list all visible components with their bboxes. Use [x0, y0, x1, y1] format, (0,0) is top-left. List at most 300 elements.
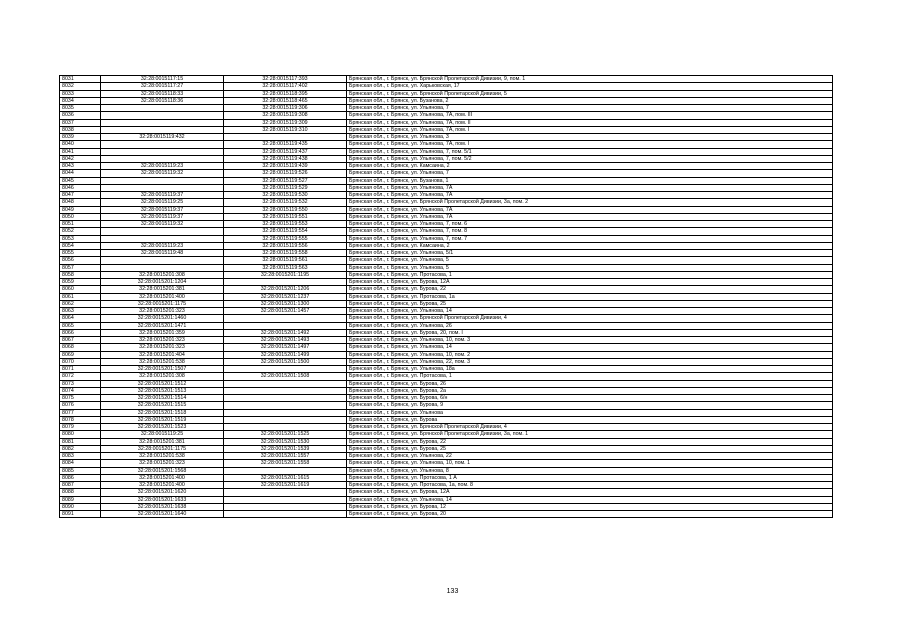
address-cell: Брянская обл., г. Брянск, ул. Бурова — [347, 416, 833, 423]
object-number-cell: 32:28:0015119:309 — [224, 119, 347, 126]
row-number-cell: 8074 — [60, 387, 101, 394]
cadastral-number-cell: 32:28:0015201:404 — [101, 351, 224, 358]
address-cell: Брянская обл., г. Брянск, ул. Ульянова, 10, пом. 1 — [347, 460, 833, 467]
table-row — [60, 192, 833, 199]
table-row — [60, 496, 833, 503]
table-row — [60, 474, 833, 481]
cadastral-number-cell: 32:28:0015201:359 — [101, 329, 224, 336]
cadastral-number-cell: 32:28:0015117:27 — [101, 83, 224, 90]
cadastral-number-cell: 32:28:0015201:1523 — [101, 424, 224, 431]
address-cell: Брянская обл., г. Брянск, ул. Ульянова, 7, пом. 5/2 — [347, 155, 833, 162]
object-number-cell: 32:28:0015119:308 — [224, 112, 347, 119]
address-cell: Брянская обл., г. Брянск, ул. Ульянова, 7, пом. 7 — [347, 235, 833, 242]
cadastral-number-cell: 32:28:0015201:1638 — [101, 503, 224, 510]
row-number-cell: 8089 — [60, 496, 101, 503]
address-cell: Брянская обл., г. Брянск, ул. Бурова, 26 — [347, 380, 833, 387]
table-row — [60, 221, 833, 228]
object-number-cell: 32:28:0015118:465 — [224, 97, 347, 104]
table-row — [60, 97, 833, 104]
object-number-cell — [224, 489, 347, 496]
row-number-cell: 8040 — [60, 141, 101, 148]
object-number-cell: 32:28:0015201:1557 — [224, 453, 347, 460]
table-row — [60, 373, 833, 380]
table-row — [60, 300, 833, 307]
object-number-cell: 32:28:0015119:550 — [224, 206, 347, 213]
address-cell: Брянская обл., г. Брянск, ул. Ульянова, 22 — [347, 453, 833, 460]
page-number: 133 — [446, 588, 459, 595]
object-number-cell: 32:28:0015201:1619 — [224, 482, 347, 489]
row-number-cell: 8043 — [60, 163, 101, 170]
address-cell: Брянская обл., г. Брянск, ул. Ульянова, 3 — [347, 134, 833, 141]
table-row — [60, 416, 833, 423]
object-number-cell: 32:28:0015119:554 — [224, 228, 347, 235]
registry-table — [59, 75, 833, 518]
cadastral-number-cell: 32:28:0015201:1568 — [101, 467, 224, 474]
address-cell: Брянская обл., г. Брянск, ул. Протасова, 1 А — [347, 474, 833, 481]
row-number-cell: 8064 — [60, 315, 101, 322]
cadastral-number-cell: 32:28:0015201:323 — [101, 308, 224, 315]
cadastral-number-cell: 32:28:0015201:1515 — [101, 402, 224, 409]
table-row — [60, 380, 833, 387]
address-cell: Брянская обл., г. Брянск, ул. Брянской Пролетарской Дивизии, 3а, пом. 1 — [347, 431, 833, 438]
table-row — [60, 482, 833, 489]
table-row — [60, 271, 833, 278]
object-number-cell — [224, 503, 347, 510]
cadastral-number-cell: 32:28:0015201:308 — [101, 271, 224, 278]
cadastral-number-cell — [101, 112, 224, 119]
table-row — [60, 235, 833, 242]
row-number-cell: 8078 — [60, 416, 101, 423]
object-number-cell: 32:28:0015201:1500 — [224, 358, 347, 365]
cadastral-number-cell: 32:28:0015201:1514 — [101, 395, 224, 402]
address-cell: Брянская обл., г. Брянск, ул. Бузанова, 1 — [347, 177, 833, 184]
cadastral-number-cell — [101, 119, 224, 126]
row-number-cell: 8034 — [60, 97, 101, 104]
object-number-cell: 32:28:0015201:1539 — [224, 445, 347, 452]
address-cell: Брянская обл., г. Брянск, ул. Ульянова, 7А — [347, 192, 833, 199]
table-row — [60, 387, 833, 394]
cadastral-number-cell: 32:28:0015201:1204 — [101, 279, 224, 286]
cadastral-number-cell — [101, 155, 224, 162]
object-number-cell: 32:28:0015119:437 — [224, 148, 347, 155]
row-number-cell: 8069 — [60, 351, 101, 358]
cadastral-number-cell: 32:28:0015119:25 — [101, 199, 224, 206]
object-number-cell — [224, 511, 347, 518]
address-cell: Брянская обл., г. Брянск, ул. Ульянова, 5 — [347, 257, 833, 264]
table-row — [60, 460, 833, 467]
table-row — [60, 511, 833, 518]
table-row — [60, 293, 833, 300]
address-cell: Брянская обл., г. Брянск, ул. Бурова, 22 — [347, 438, 833, 445]
address-cell: Брянская обл., г. Брянск, ул. Ульянова, 26 — [347, 322, 833, 329]
row-number-cell: 8080 — [60, 431, 101, 438]
cadastral-number-cell — [101, 228, 224, 235]
cadastral-number-cell: 32:28:0015119:432 — [101, 134, 224, 141]
table-row — [60, 163, 833, 170]
object-number-cell — [224, 496, 347, 503]
address-cell: Брянская обл., г. Брянск, ул. Бурова, 22 — [347, 286, 833, 293]
row-number-cell: 8086 — [60, 474, 101, 481]
address-cell: Брянская обл., г. Брянск, ул. Бурова, 25 — [347, 300, 833, 307]
address-cell: Брянская обл., г. Брянск, ул. Брянской Пролетарской Дивизии, 4 — [347, 315, 833, 322]
row-number-cell: 8076 — [60, 402, 101, 409]
address-cell: Брянская обл., г. Брянск, ул. Ульянова, 7А, пом. II — [347, 119, 833, 126]
row-number-cell: 8084 — [60, 460, 101, 467]
cadastral-number-cell: 32:28:0015119:23 — [101, 242, 224, 249]
address-cell: Брянская обл., г. Брянск, ул. Ульянова, 7, пом. 5/1 — [347, 148, 833, 155]
row-number-cell: 8056 — [60, 257, 101, 264]
cadastral-number-cell: 32:28:0015201:400 — [101, 474, 224, 481]
cadastral-number-cell: 32:28:0015201:381 — [101, 286, 224, 293]
table-row — [60, 329, 833, 336]
table-row — [60, 119, 833, 126]
table-row — [60, 438, 833, 445]
cadastral-number-cell: 32:28:0015201:308 — [101, 373, 224, 380]
cadastral-number-cell: 32:28:0015119:37 — [101, 206, 224, 213]
cadastral-number-cell — [101, 257, 224, 264]
cadastral-number-cell: 32:28:0015119:32 — [101, 170, 224, 177]
address-cell: Брянская обл., г. Брянск, ул. Бурова, 20, пом. I — [347, 329, 833, 336]
object-number-cell: 32:28:0015119:526 — [224, 170, 347, 177]
address-cell: Брянская обл., г. Брянск, ул. Протасова, 1а — [347, 293, 833, 300]
table-row — [60, 344, 833, 351]
address-cell: Брянская обл., г. Брянск, ул. Ульянова, 5 — [347, 264, 833, 271]
object-number-cell: 32:28:0015201:1497 — [224, 344, 347, 351]
row-number-cell: 8077 — [60, 409, 101, 416]
address-cell: Брянская обл., г. Брянск, ул. Ульянова, 14 — [347, 308, 833, 315]
object-number-cell — [224, 409, 347, 416]
object-number-cell: 32:28:0015201:1615 — [224, 474, 347, 481]
cadastral-number-cell: 32:28:0015201:323 — [101, 337, 224, 344]
row-number-cell: 8081 — [60, 438, 101, 445]
object-number-cell — [224, 416, 347, 423]
cadastral-number-cell: 32:28:0015119:37 — [101, 213, 224, 220]
address-cell: Брянская обл., г. Брянск, ул. Ульянова, 7, пом. 8 — [347, 228, 833, 235]
object-number-cell: 32:28:0015119:555 — [224, 235, 347, 242]
row-number-cell: 8053 — [60, 235, 101, 242]
row-number-cell: 8049 — [60, 206, 101, 213]
table-row — [60, 453, 833, 460]
table-row — [60, 409, 833, 416]
address-cell: Брянская обл., г. Брянск, ул. Харьковская, 17 — [347, 83, 833, 90]
table-row — [60, 337, 833, 344]
row-number-cell: 8067 — [60, 337, 101, 344]
object-number-cell: 32:28:0015119:527 — [224, 177, 347, 184]
table-row — [60, 315, 833, 322]
table-row — [60, 206, 833, 213]
address-cell: Брянская обл., г. Брянск, ул. Ульянова, 14 — [347, 496, 833, 503]
row-number-cell: 8032 — [60, 83, 101, 90]
table-row — [60, 105, 833, 112]
cadastral-number-cell: 32:28:0015201:1460 — [101, 315, 224, 322]
cadastral-number-cell: 32:28:0015201:323 — [101, 344, 224, 351]
table-row — [60, 257, 833, 264]
object-number-cell — [224, 134, 347, 141]
row-number-cell: 8082 — [60, 445, 101, 452]
object-number-cell — [224, 315, 347, 322]
table-row — [60, 366, 833, 373]
cadastral-number-cell: 32:28:0015119:32 — [101, 221, 224, 228]
object-number-cell: 32:28:0015201:1493 — [224, 337, 347, 344]
cadastral-number-cell: 32:28:0015119:48 — [101, 250, 224, 257]
address-cell: Брянская обл., г. Брянск, ул. Ульянова, 7А — [347, 206, 833, 213]
address-cell: Брянская обл., г. Брянск, ул. Ульянова, 10, пом. 3 — [347, 337, 833, 344]
cadastral-number-cell: 32:28:0015201:1519 — [101, 416, 224, 423]
row-number-cell: 8039 — [60, 134, 101, 141]
address-cell: Брянская обл., г. Брянск, ул. Протасова, 1 — [347, 373, 833, 380]
table-row — [60, 402, 833, 409]
address-cell: Брянская обл., г. Брянск, ул. Ульянова, 7 — [347, 170, 833, 177]
table-row — [60, 358, 833, 365]
cadastral-number-cell: 32:28:0015201:1175 — [101, 300, 224, 307]
table-row — [60, 242, 833, 249]
cadastral-number-cell: 32:28:0015201:1507 — [101, 366, 224, 373]
address-cell: Брянская обл., г. Брянск, ул. Камсаина, 2 — [347, 242, 833, 249]
table-row — [60, 279, 833, 286]
table-row — [60, 489, 833, 496]
object-number-cell: 32:28:0015201:1499 — [224, 351, 347, 358]
address-cell: Брянская обл., г. Брянск, ул. Ульянова, 22, пом. 3 — [347, 358, 833, 365]
row-number-cell: 8087 — [60, 482, 101, 489]
table-row — [60, 134, 833, 141]
row-number-cell: 8057 — [60, 264, 101, 271]
object-number-cell: 32:28:0015119:556 — [224, 242, 347, 249]
address-cell: Брянская обл., г. Брянск, ул. Бурова, 12 — [347, 503, 833, 510]
table-row — [60, 250, 833, 257]
table-row — [60, 90, 833, 97]
address-cell: Брянская обл., г. Брянск, ул. Ульянова, 7А — [347, 184, 833, 191]
object-number-cell: 32:28:0015201:1558 — [224, 460, 347, 467]
row-number-cell: 8031 — [60, 76, 101, 83]
row-number-cell: 8065 — [60, 322, 101, 329]
row-number-cell: 8052 — [60, 228, 101, 235]
object-number-cell — [224, 424, 347, 431]
table-row — [60, 199, 833, 206]
address-cell: Брянская обл., г. Брянск, ул. Ульянова, 7, пом. 6 — [347, 221, 833, 228]
object-number-cell — [224, 380, 347, 387]
row-number-cell: 8085 — [60, 467, 101, 474]
object-number-cell: 32:28:0015119:532 — [224, 199, 347, 206]
cadastral-number-cell: 32:28:0015201:400 — [101, 482, 224, 489]
address-cell: Брянская обл., г. Брянск, ул. Брянской Пролетарской Дивизии, 3а, пом. 2 — [347, 199, 833, 206]
object-number-cell: 32:28:0015201:1237 — [224, 293, 347, 300]
row-number-cell: 8033 — [60, 90, 101, 97]
cadastral-number-cell: 32:28:0015201:400 — [101, 293, 224, 300]
table-row — [60, 184, 833, 191]
row-number-cell: 8071 — [60, 366, 101, 373]
address-cell: Брянская обл., г. Брянск, ул. Ульянова, 7А — [347, 213, 833, 220]
table-row — [60, 170, 833, 177]
address-cell: Брянская обл., г. Брянск, ул. Брянской Пролетарской Дивизии, 5 — [347, 90, 833, 97]
object-number-cell: 32:28:0015117:402 — [224, 83, 347, 90]
row-number-cell: 8063 — [60, 308, 101, 315]
object-number-cell — [224, 467, 347, 474]
row-number-cell: 8083 — [60, 453, 101, 460]
row-number-cell: 8051 — [60, 221, 101, 228]
row-number-cell: 8047 — [60, 192, 101, 199]
row-number-cell: 8044 — [60, 170, 101, 177]
cadastral-number-cell — [101, 148, 224, 155]
address-cell: Брянская обл., г. Брянск, ул. Ульянова, 18а — [347, 366, 833, 373]
row-number-cell: 8059 — [60, 279, 101, 286]
cadastral-number-cell: 32:28:0015201:1633 — [101, 496, 224, 503]
object-number-cell: 32:28:0015119:563 — [224, 264, 347, 271]
row-number-cell: 8068 — [60, 344, 101, 351]
table-row — [60, 83, 833, 90]
table-row — [60, 395, 833, 402]
row-number-cell: 8075 — [60, 395, 101, 402]
table-row — [60, 467, 833, 474]
cadastral-number-cell — [101, 177, 224, 184]
object-number-cell: 32:28:0015201:1525 — [224, 431, 347, 438]
row-number-cell: 8079 — [60, 424, 101, 431]
object-number-cell: 32:28:0015119:529 — [224, 184, 347, 191]
object-number-cell: 32:28:0015119:551 — [224, 213, 347, 220]
address-cell: Брянская обл., г. Брянск, ул. Ульянова, 10, пом. 2 — [347, 351, 833, 358]
cadastral-number-cell: 32:28:0015201:1620 — [101, 489, 224, 496]
table-row — [60, 148, 833, 155]
cadastral-number-cell: 32:28:0015201:323 — [101, 460, 224, 467]
cadastral-number-cell: 32:28:0015201:1640 — [101, 511, 224, 518]
address-cell: Брянская обл., г. Брянск, ул. Брянской Пролетарской Дивизии, 9, пом. 1 — [347, 76, 833, 83]
table-row — [60, 264, 833, 271]
row-number-cell: 8060 — [60, 286, 101, 293]
row-number-cell: 8046 — [60, 184, 101, 191]
row-number-cell: 8041 — [60, 148, 101, 155]
table-row — [60, 445, 833, 452]
cadastral-number-cell: 32:28:0015201:538 — [101, 358, 224, 365]
object-number-cell — [224, 402, 347, 409]
table-row — [60, 228, 833, 235]
row-number-cell: 8036 — [60, 112, 101, 119]
object-number-cell: 32:28:0015119:553 — [224, 221, 347, 228]
table-row — [60, 112, 833, 119]
row-number-cell: 8058 — [60, 271, 101, 278]
object-number-cell — [224, 366, 347, 373]
row-number-cell: 8062 — [60, 300, 101, 307]
table-row — [60, 351, 833, 358]
object-number-cell: 32:28:0015201:1457 — [224, 308, 347, 315]
table-row — [60, 213, 833, 220]
table-row — [60, 155, 833, 162]
object-number-cell: 32:28:0015201:1492 — [224, 329, 347, 336]
object-number-cell: 32:28:0015201:1508 — [224, 373, 347, 380]
object-number-cell: 32:28:0015119:438 — [224, 155, 347, 162]
cadastral-number-cell: 32:28:0015201:1175 — [101, 445, 224, 452]
cadastral-number-cell: 32:28:0015117:15 — [101, 76, 224, 83]
address-cell: Брянская обл., г. Брянск, ул. Протасова, 1 — [347, 271, 833, 278]
cadastral-number-cell — [101, 141, 224, 148]
object-number-cell: 32:28:0015119:306 — [224, 105, 347, 112]
row-number-cell: 8042 — [60, 155, 101, 162]
address-cell: Брянская обл., г. Брянск, ул. Бурова, 12А — [347, 489, 833, 496]
cadastral-number-cell: 32:28:0015119:23 — [101, 163, 224, 170]
row-number-cell: 8073 — [60, 380, 101, 387]
address-cell: Брянская обл., г. Брянск, ул. Бурова, 12А — [347, 279, 833, 286]
cadastral-number-cell: 32:28:0015201:381 — [101, 438, 224, 445]
address-cell: Брянская обл., г. Брянск, ул. Бузанова, 2 — [347, 97, 833, 104]
row-number-cell: 8037 — [60, 119, 101, 126]
cadastral-number-cell: 32:28:0015201:1471 — [101, 322, 224, 329]
row-number-cell: 8061 — [60, 293, 101, 300]
address-cell: Брянская обл., г. Брянск, ул. Протасова, 1а, пом. 8 — [347, 482, 833, 489]
table-row — [60, 126, 833, 133]
table-row — [60, 503, 833, 510]
row-number-cell: 8054 — [60, 242, 101, 249]
object-number-cell: 32:28:0015119:439 — [224, 163, 347, 170]
object-number-cell — [224, 279, 347, 286]
registry-table-body — [60, 76, 833, 518]
object-number-cell: 32:28:0015119:435 — [224, 141, 347, 148]
row-number-cell: 8066 — [60, 329, 101, 336]
object-number-cell — [224, 387, 347, 394]
object-number-cell: 32:28:0015119:561 — [224, 257, 347, 264]
cadastral-number-cell: 32:28:0015118:33 — [101, 90, 224, 97]
object-number-cell: 32:28:0015119:558 — [224, 250, 347, 257]
table-row — [60, 141, 833, 148]
address-cell: Брянская обл., г. Брянск, ул. Ульянова, 7А, пом. III — [347, 112, 833, 119]
address-cell: Брянская обл., г. Брянск, ул. Ульянова, 5/1 — [347, 250, 833, 257]
address-cell: Брянская обл., г. Брянск, ул. Ульянова, 7А, пом. I — [347, 126, 833, 133]
row-number-cell: 8050 — [60, 213, 101, 220]
table-row — [60, 76, 833, 83]
address-cell: Брянская обл., г. Брянск, ул. Бурова, 25 — [347, 445, 833, 452]
cadastral-number-cell — [101, 264, 224, 271]
table-row — [60, 286, 833, 293]
row-number-cell: 8055 — [60, 250, 101, 257]
table-row — [60, 308, 833, 315]
object-number-cell: 32:28:0015119:310 — [224, 126, 347, 133]
row-number-cell: 8045 — [60, 177, 101, 184]
cadastral-number-cell — [101, 126, 224, 133]
cadastral-number-cell: 32:28:0015201:1518 — [101, 409, 224, 416]
object-number-cell: 32:28:0015119:530 — [224, 192, 347, 199]
row-number-cell: 8038 — [60, 126, 101, 133]
row-number-cell: 8048 — [60, 199, 101, 206]
row-number-cell: 8088 — [60, 489, 101, 496]
cadastral-number-cell: 32:28:0015118:36 — [101, 97, 224, 104]
address-cell: Брянская обл., г. Брянск, ул. Камсаина, 2 — [347, 163, 833, 170]
address-cell: Брянская обл., г. Брянск, ул. Ульянова, 14 — [347, 344, 833, 351]
address-cell: Брянская обл., г. Брянск, ул. Ульянова, 7 — [347, 105, 833, 112]
object-number-cell: 32:28:0015118:395 — [224, 90, 347, 97]
address-cell: Брянская обл., г. Брянск, ул. Бурова, 20 — [347, 511, 833, 518]
table-row — [60, 424, 833, 431]
cadastral-number-cell: 32:28:0015201:538 — [101, 453, 224, 460]
row-number-cell: 8090 — [60, 503, 101, 510]
object-number-cell: 32:28:0015201:1195 — [224, 271, 347, 278]
address-cell: Брянская обл., г. Брянск, ул. Брянской Пролетарской Дивизии, 4 — [347, 424, 833, 431]
row-number-cell: 8035 — [60, 105, 101, 112]
cadastral-number-cell — [101, 235, 224, 242]
address-cell: Брянская обл., г. Брянск, ул. Бурова, 9 — [347, 402, 833, 409]
row-number-cell: 8072 — [60, 373, 101, 380]
cadastral-number-cell — [101, 184, 224, 191]
object-number-cell: 32:28:0015201:1530 — [224, 438, 347, 445]
cadastral-number-cell: 32:28:0015119:25 — [101, 431, 224, 438]
cadastral-number-cell: 32:28:0015201:1512 — [101, 380, 224, 387]
cadastral-number-cell: 32:28:0015119:37 — [101, 192, 224, 199]
object-number-cell — [224, 395, 347, 402]
object-number-cell: 32:28:0015201:1300 — [224, 300, 347, 307]
row-number-cell: 8091 — [60, 511, 101, 518]
object-number-cell: 32:28:0015117:393 — [224, 76, 347, 83]
cadastral-number-cell: 32:28:0015201:1513 — [101, 387, 224, 394]
address-cell: Брянская обл., г. Брянск, ул. Ульянова, 7А, пом. I — [347, 141, 833, 148]
row-number-cell: 8070 — [60, 358, 101, 365]
table-row — [60, 177, 833, 184]
object-number-cell — [224, 322, 347, 329]
